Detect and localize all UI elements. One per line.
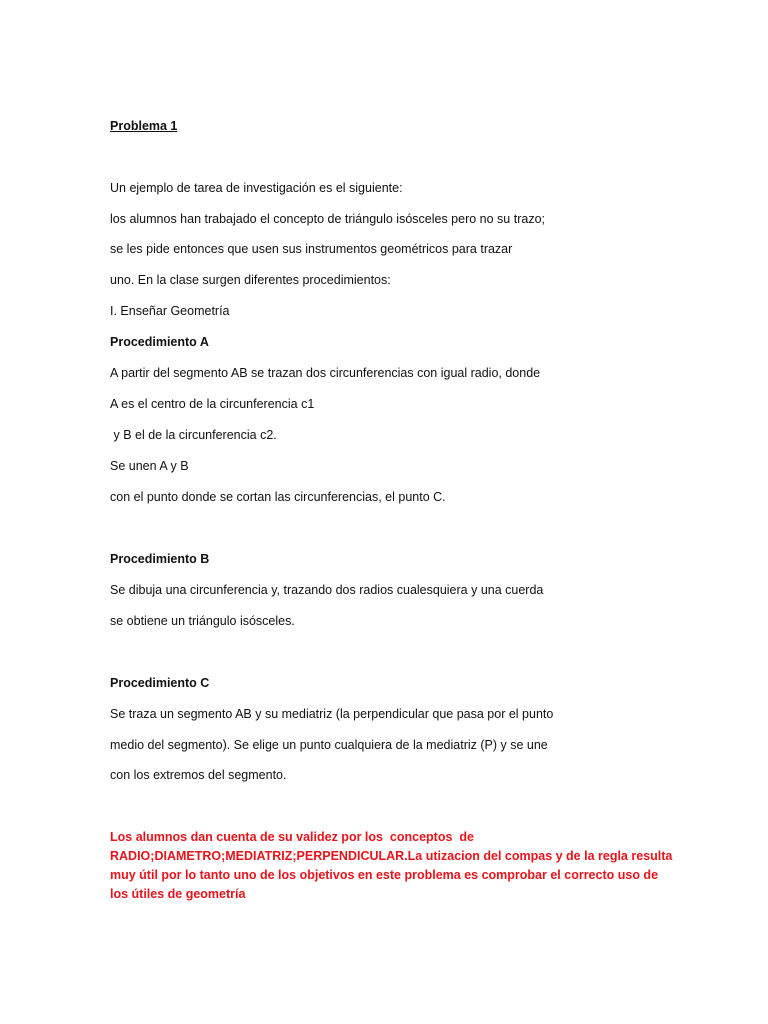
procedure-a-line: con el punto donde se cortan las circunferencias, el punto C.: [110, 490, 446, 504]
note-line: Los alumnos dan cuenta de su validez por los conceptos de: [110, 830, 474, 844]
procedure-a-heading: Procedimiento A: [110, 335, 209, 349]
intro-line: los alumnos han trabajado el concepto de triángulo isósceles pero no su trazo;: [110, 212, 545, 226]
intro-line: uno. En la clase surgen diferentes procedimientos:: [110, 273, 391, 287]
intro-line: I. Enseñar Geometría: [110, 304, 230, 318]
intro-line: Un ejemplo de tarea de investigación es el siguiente:: [110, 181, 403, 195]
procedure-a-line: Se unen A y B: [110, 459, 189, 473]
procedure-b-line: se obtiene un triángulo isósceles.: [110, 614, 295, 628]
procedure-b-line: Se dibuja una circunferencia y, trazando dos radios cualesquiera y una cuerda: [110, 583, 544, 597]
note-line: RADIO;DIAMETRO;MEDIATRIZ;PERPENDICULAR.La utizacion del compas y de la regla resulta: [110, 849, 673, 863]
procedure-a-line: A es el centro de la circunferencia c1: [110, 397, 315, 411]
procedure-a-line: A partir del segmento AB se trazan dos circunferencias con igual radio, donde: [110, 366, 541, 380]
procedure-c-line: Se traza un segmento AB y su mediatriz (la perpendicular que pasa por el punto: [110, 707, 554, 721]
note-line: muy útil por lo tanto uno de los objetivos en este problema es comprobar el correcto uso de: [110, 868, 659, 882]
procedure-c-line: con los extremos del segmento.: [110, 768, 287, 782]
procedure-c-heading: Procedimiento C: [110, 676, 210, 690]
problem-title: Problema 1: [110, 119, 178, 133]
procedure-c-line: medio del segmento). Se elige un punto cualquiera de la mediatriz (P) y se une: [110, 738, 548, 752]
highlighted-note: [110, 828, 673, 904]
procedure-a-line: y B el de la circunferencia c2.: [110, 428, 277, 442]
note-line: los útiles de geometría: [110, 887, 246, 901]
intro-line: se les pide entonces que usen sus instrumentos geométricos para trazar: [110, 242, 513, 256]
procedure-b-heading: Procedimiento B: [110, 552, 210, 566]
